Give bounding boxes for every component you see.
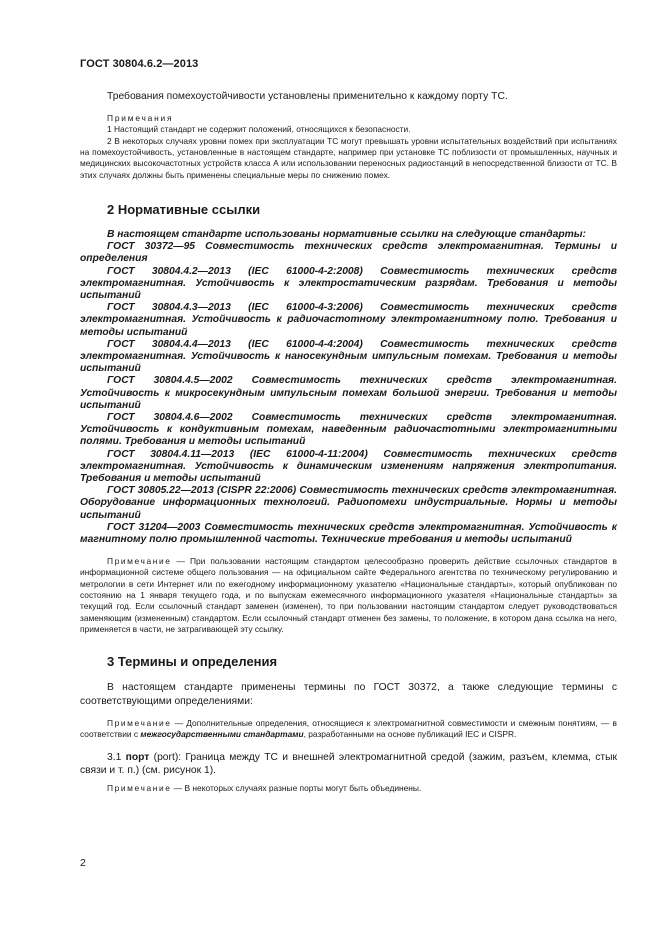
reference-item: ГОСТ 30804.4.5—2002 Совместимость технических средств электромагнитная. Устойчивость к микросекундным импульсным помехам большой энергии. Требования и методы испытаний [80, 375, 617, 411]
term-number: 3.1 [107, 751, 126, 763]
reference-item: ГОСТ 30804.4.2—2013 (IEC 61000-4-2:2008) Совместимость технических средств электромагнитная. Устойчивость к электростатическим разрядам. Требования и методы испытаний [80, 265, 617, 301]
notes-heading: Примечания [107, 113, 174, 124]
reference-item: ГОСТ 30804.4.3—2013 (IEC 61000-4-3:2006) Совместимость технических средств электромагнитная. Устойчивость к радиочастотному электромагнитному полю. Требования и методы испытаний [80, 302, 617, 338]
note-label: Примечание [107, 783, 172, 794]
note-text: — При пользовании настоящим стандартом целесообразно проверить действие ссылочных стандартов в информационной системе общего пользования — на официальном сайте Федерального агентства по техническому регулированию и метрологии в сети Интернет или по ежегодному информационному указателю «Национальные стандарты», который опубликован по состоянию на 1 января текущего года, и по выпускам ежемесячного информационного указателя «Национальные стандарты» за текущий год. Если ссылочный стандарт заменен (изменен), то при пользовании настоящим стандартом следует руководствоваться заменяющим (измененным) стандартом. Если ссылочный стандарт отменен без замены, то положение, в котором дана ссылка на него, применяется в части, не затрагивающей эту ссылку. [80, 556, 617, 634]
term-definition [80, 751, 617, 778]
note-2: 2 В некоторых случаях уровни помех при эксплуатации ТС могут превышать уровни испытательных воздействий при испытаниях на помехоустойчивость, установленные в настоящем стандарте, например при установке ТС поблизости от промышленных, научных и медицинских высокочастотных устройств класса А или использовании переносных радиостанций в непосредственной близости от ТС. В этих случаях должны быть применены специальные меры по снижению помех. [80, 135, 617, 180]
references-note [80, 556, 617, 635]
note-label: Примечание [107, 718, 172, 729]
reference-item: ГОСТ 30804.4.11—2013 (IEC 61000-4-11:2004) Совместимость технических средств электромагнитная. Устойчивость к динамическим изменениям напряжения электропитания. Требования и методы испытаний [80, 448, 617, 484]
term-text: (port): Граница между ТС и внешней электромагнитной средой (зажим, разъем, клемма, стык связи и т. п.) (см. рисунок 1). [80, 751, 617, 777]
document-page [80, 58, 617, 795]
note-text: , разработанными на основе публикаций IEC и CISPR. [303, 729, 517, 740]
note-text: — В некоторых случаях разные порты могут быть объединены. [171, 783, 422, 794]
section-3-heading: 3 Термины и определения [107, 654, 278, 670]
document-header: ГОСТ 30804.6.2—2013 [80, 58, 199, 70]
terms-note-1 [80, 718, 617, 741]
references-list [80, 229, 617, 546]
reference-item: ГОСТ 30805.22—2013 (CISPR 22:2006) Совместимость технических средств электромагнитная. Оборудование информационных технологий. Радиопомехи индустриальные. Нормы и методы испытаний [80, 485, 617, 521]
note-1: 1 Настоящий стандарт не содержит положений, относящихся к безопасности. [107, 124, 411, 135]
reference-item: ГОСТ 31204—2003 Совместимость технических средств электромагнитная. Устойчивость к магнитному полю промышленной частоты. Технические требования и методы испытаний [80, 521, 617, 545]
section-2-heading: 2 Нормативные ссылки [107, 201, 261, 217]
note-text: — Дополнительные определения, относящиеся к электромагнитной совместимости и смежным понятиям, — в соответствии с [80, 718, 617, 740]
reference-item: ГОСТ 30372—95 Совместимость технических средств электромагнитная. Термины и определения [80, 241, 617, 265]
note-label: Примечание [107, 556, 172, 567]
reference-item: ГОСТ 30804.4.4—2013 (IEC 61000-4-4:2004) Совместимость технических средств электромагнитная. Устойчивость к наносекундным импульсным помехам. Требования и методы испытаний [80, 338, 617, 375]
emphasis-text: межгосударственными стандартами [140, 729, 304, 740]
terms-note-2 [80, 783, 617, 794]
references-lead: В настоящем стандарте использованы нормативные ссылки на следующие стандарты: [107, 228, 586, 240]
terms-intro: В настоящем стандарте применены термины по ГОСТ 30372, а также следующие термины с соответствующими определениями: [80, 682, 617, 707]
page-number: 2 [80, 857, 86, 869]
term-word: порт [125, 751, 150, 763]
intro-paragraph: Требования помехоустойчивости установлены применительно к каждому порту ТС. [107, 91, 508, 102]
reference-item: ГОСТ 30804.4.6—2002 Совместимость технических средств электромагнитная. Устойчивость к кондуктивным помехам, наведенным радиочастотными электромагнитными полями. Требования и методы испытаний [80, 411, 617, 448]
